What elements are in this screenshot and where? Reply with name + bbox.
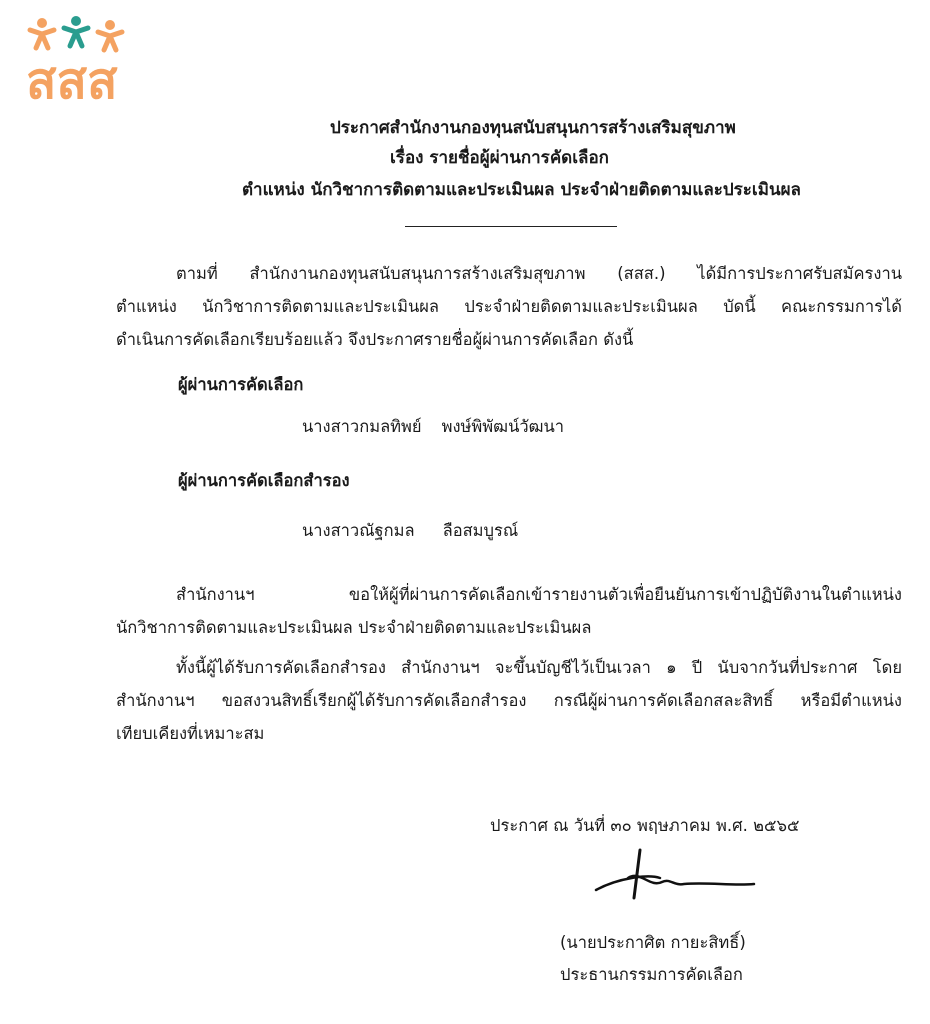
reserve-note-line: ทั้งนี้ผู้ได้รับการคัดเลือกสำรอง สำนักงานฯ จะขึ้นบัญชีไว้เป็นเวลา ๑ ปี นับจากวันที่ประกาศ โดย xyxy=(176,658,902,677)
announcement-position: ตำแหน่ง นักวิชาการติดตามและประเมินผล ประจำฝ่ายติดตามและประเมินผล xyxy=(242,180,801,200)
title-underline xyxy=(405,226,617,227)
last-name: ลือสมบูรณ์ xyxy=(442,521,519,540)
people-figures-icon xyxy=(30,16,122,50)
signature xyxy=(588,848,758,904)
reserve-note-line: สำนักงานฯ ขอสงวนสิทธิ์เรียกผู้ได้รับการคัดเลือกสำรอง กรณีผู้ผ่านการคัดเลือกสละสิทธิ์ หรือมีตำแหน่ง xyxy=(116,691,902,710)
selected-candidate-name xyxy=(302,414,564,440)
announcement-date: ประกาศ ณ วันที่ ๓๐ พฤษภาคม พ.ศ. ๒๕๖๕ xyxy=(490,816,800,835)
announcement-subject: เรื่อง รายชื่อผู้ผ่านการคัดเลือก xyxy=(390,148,609,168)
report-line: นักวิชาการติดตามและประเมินผล ประจำฝ่ายติดตามและประเมินผล xyxy=(116,618,592,637)
svg-text:สสส: สสส xyxy=(26,52,118,106)
intro-line: ตำแหน่ง นักวิชาการติดตามและประเมินผล ประจำฝ่ายติดตามและประเมินผล บัดนี้ คณะกรรมการได้ xyxy=(116,297,902,316)
selected-heading: ผู้ผ่านการคัดเลือก xyxy=(178,375,304,394)
signer-name: (นายประกาศิต กายะสิทธิ์) xyxy=(560,933,746,952)
first-name: นางสาวกมลทิพย์ xyxy=(302,417,422,436)
report-line: สำนักงานฯ ขอให้ผู้ที่ผ่านการคัดเลือกเข้ารายงานตัวเพื่อยืนยันการเข้าปฏิบัติงานในตำแหน่ง xyxy=(176,585,902,604)
intro-line: ตามที่ สำนักงานกองทุนสนับสนุนการสร้างเสริมสุขภาพ (สสส.) ได้มีการประกาศรับสมัครงาน xyxy=(176,264,902,283)
thaihealth-logo xyxy=(24,14,164,106)
intro-paragraph xyxy=(116,257,902,356)
reserve-note-paragraph xyxy=(116,651,902,750)
last-name: พงษ์พิพัฒน์วัฒนา xyxy=(441,417,565,436)
first-name: นางสาวณัฐกมล xyxy=(302,521,415,540)
reserve-candidate-name xyxy=(302,518,518,544)
reserve-heading: ผู้ผ่านการคัดเลือกสำรอง xyxy=(178,471,350,490)
intro-line: ดำเนินการคัดเลือกเรียบร้อยแล้ว จึงประกาศรายชื่อผู้ผ่านการคัดเลือก ดังนี้ xyxy=(116,330,634,349)
reserve-note-line: เทียบเคียงที่เหมาะสม xyxy=(116,724,265,743)
announcement-title: ประกาศสำนักงานกองทุนสนับสนุนการสร้างเสริมสุขภาพ xyxy=(330,118,736,138)
report-paragraph xyxy=(116,578,902,644)
signer-title: ประธานกรรมการคัดเลือก xyxy=(560,965,743,984)
